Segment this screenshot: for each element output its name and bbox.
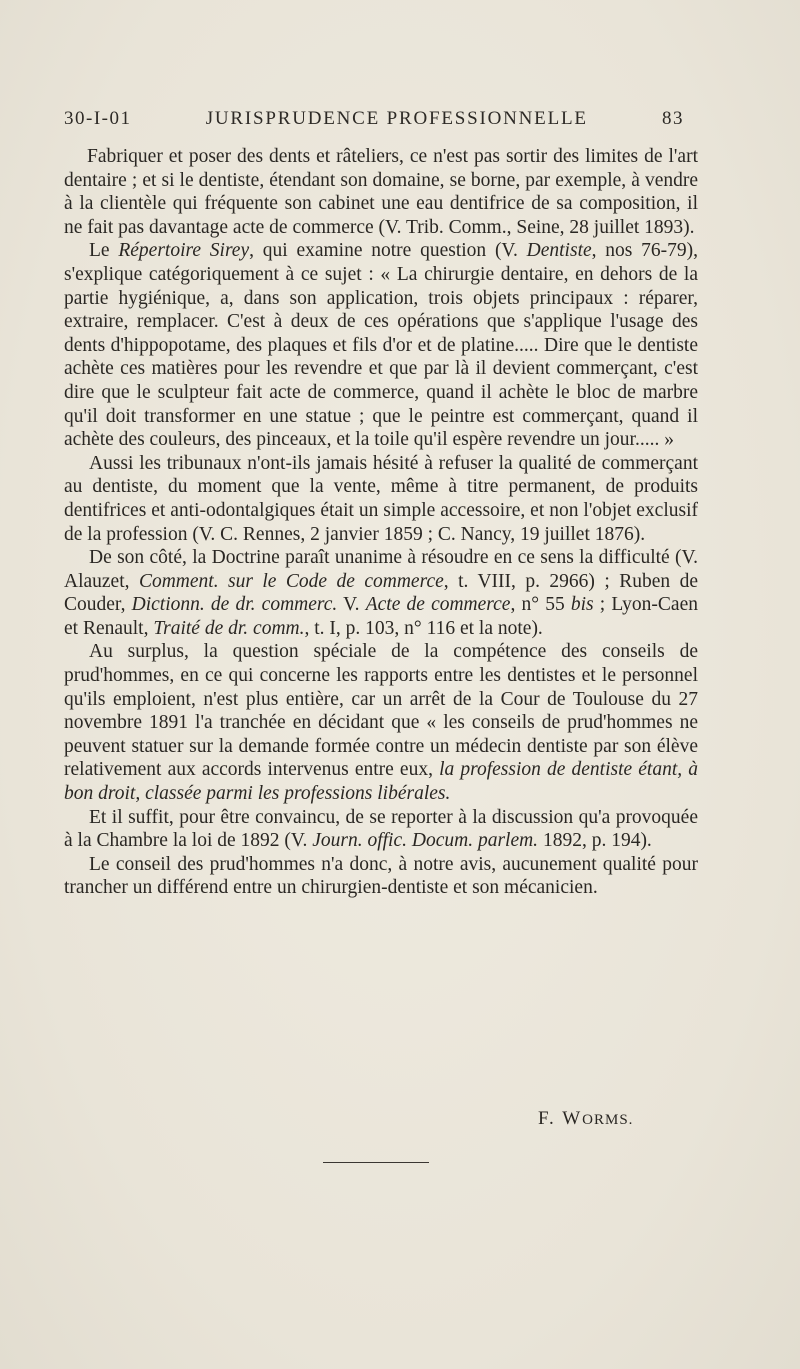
paragraph-2 [64,239,698,451]
italic-run: Dentiste [526,240,592,262]
paragraph-7: Le conseil des prud'hommes n'a donc, à notre avis, aucunement qualité pour trancher un différend entre un chirurgien-dentiste et son mécanicien. [64,853,698,899]
paragraph-4 [64,546,698,640]
signature-rest: ORMS. [582,1112,634,1128]
text-run: , t. I, p. 103, n° 116 et la note). [304,617,543,639]
signature-initial: F. W [538,1108,583,1129]
paragraph-6 [64,806,698,853]
italic-run: Répertoire Sirey [118,240,250,262]
text-run: , t. VIII, p. 2966) ; Ruben de Couder, [64,570,698,616]
text-run: ; Lyon-Caen et Renault, [64,594,698,639]
end-rule [323,1162,429,1163]
italic-run: Acte de commerce [365,594,511,616]
text-run: Le [89,240,119,262]
page-number: 83 [662,108,684,129]
paragraph-3: Aussi les tribunaux n'ont-ils jamais hésité à refuser la qualité de commerçant au dentiste, du moment que la vente, même à titre permanent, de produits dentifrices et anti-odontalgiques était un simple accessoire, et non l'objet exclusif de la profession (V. C. Rennes, 2 janvier 1859 ; C. Nancy, 19 juillet 1876). [64,452,698,545]
italic-run: bis [570,594,594,616]
italic-run: Dictionn. de dr. commerc. [131,594,338,616]
paragraph-5 [64,640,698,805]
italic-run: Journ. offic. Docum. parlem. [312,830,539,852]
header-date: 30-I-01 [64,108,132,129]
text-run: Et il suffit, pour être convaincu, de se reporter à la discussion qu'a provoquée à la Chambre la loi de 1892 (V. [64,806,698,852]
text-run: De son côté, la Doctrine paraît unanime à résoudre en ce sens la difficulté (V. Alauzet, [64,547,698,592]
paragraph-1: Fabriquer et poser des dents et râteliers, ce n'est pas sortir des limites de l'art dentaire ; et si le dentiste, étendant son domaine, se borne, par exemple, à vendre à la clientèle qui fréquente son cabinet une eau dentifrice de sa composition, il ne fait pas davantage acte de commerce (V. Trib. Comm., Seine, 28 juillet 1893). [64,146,698,238]
author-signature [538,1108,633,1130]
text-run: , n° 55 [510,594,571,616]
italic-run: Traité de dr. comm. [153,617,305,639]
text-run: , nos 76-79), s'explique catégoriquement à ce sujet : « La chirurgie dentaire, en dehors de la partie hygiénique, a, dans son application, trois objets principaux : réparer, extraire, remplacer. C'est à deux de ces opérations que s'applique l'usage des dents d'hippopotame, des plaques et fils d'or et de platine..... Dire que le dentiste achète ces matières pour les revendre et que par là il devient commerçant, c'est dire que le sculpteur fait acte de commerce, quand il achète le bloc de marbre qu'il doit transformer en une statue ; que le peintre est commerçant, quand il achète des couleurs, des pinceaux, et la toile qu'il espère revendre un jour..... » [64,240,698,451]
italic-run: Comment. sur le Code de commerce [138,570,444,592]
running-header [64,108,684,130]
text-run: V. [337,594,366,616]
header-title: JURISPRUDENCE PROFESSIONNELLE [205,108,588,129]
article-body [64,145,698,900]
text-run: Au surplus, la question spéciale de la compétence des conseils de prud'hommes, en ce qui concerne les rapports entre les dentistes et le personnel qu'ils emploient, n'est plus entière, car un arrêt de la Cour de Toulouse du 27 novembre 1891 l'a tranchée en décidant que « les conseils de prud'hommes ne peuvent statuer sur la demande formée contre un médecin dentiste par son élève relativement aux accords intervenus entre eux, [64,641,698,781]
italic-run: la profession de dentiste étant, à bon droit, classée parmi les professions libérales. [64,759,698,805]
text-run: 1892, p. 194). [538,830,652,852]
text-run: , qui examine notre question (V. [249,240,527,262]
